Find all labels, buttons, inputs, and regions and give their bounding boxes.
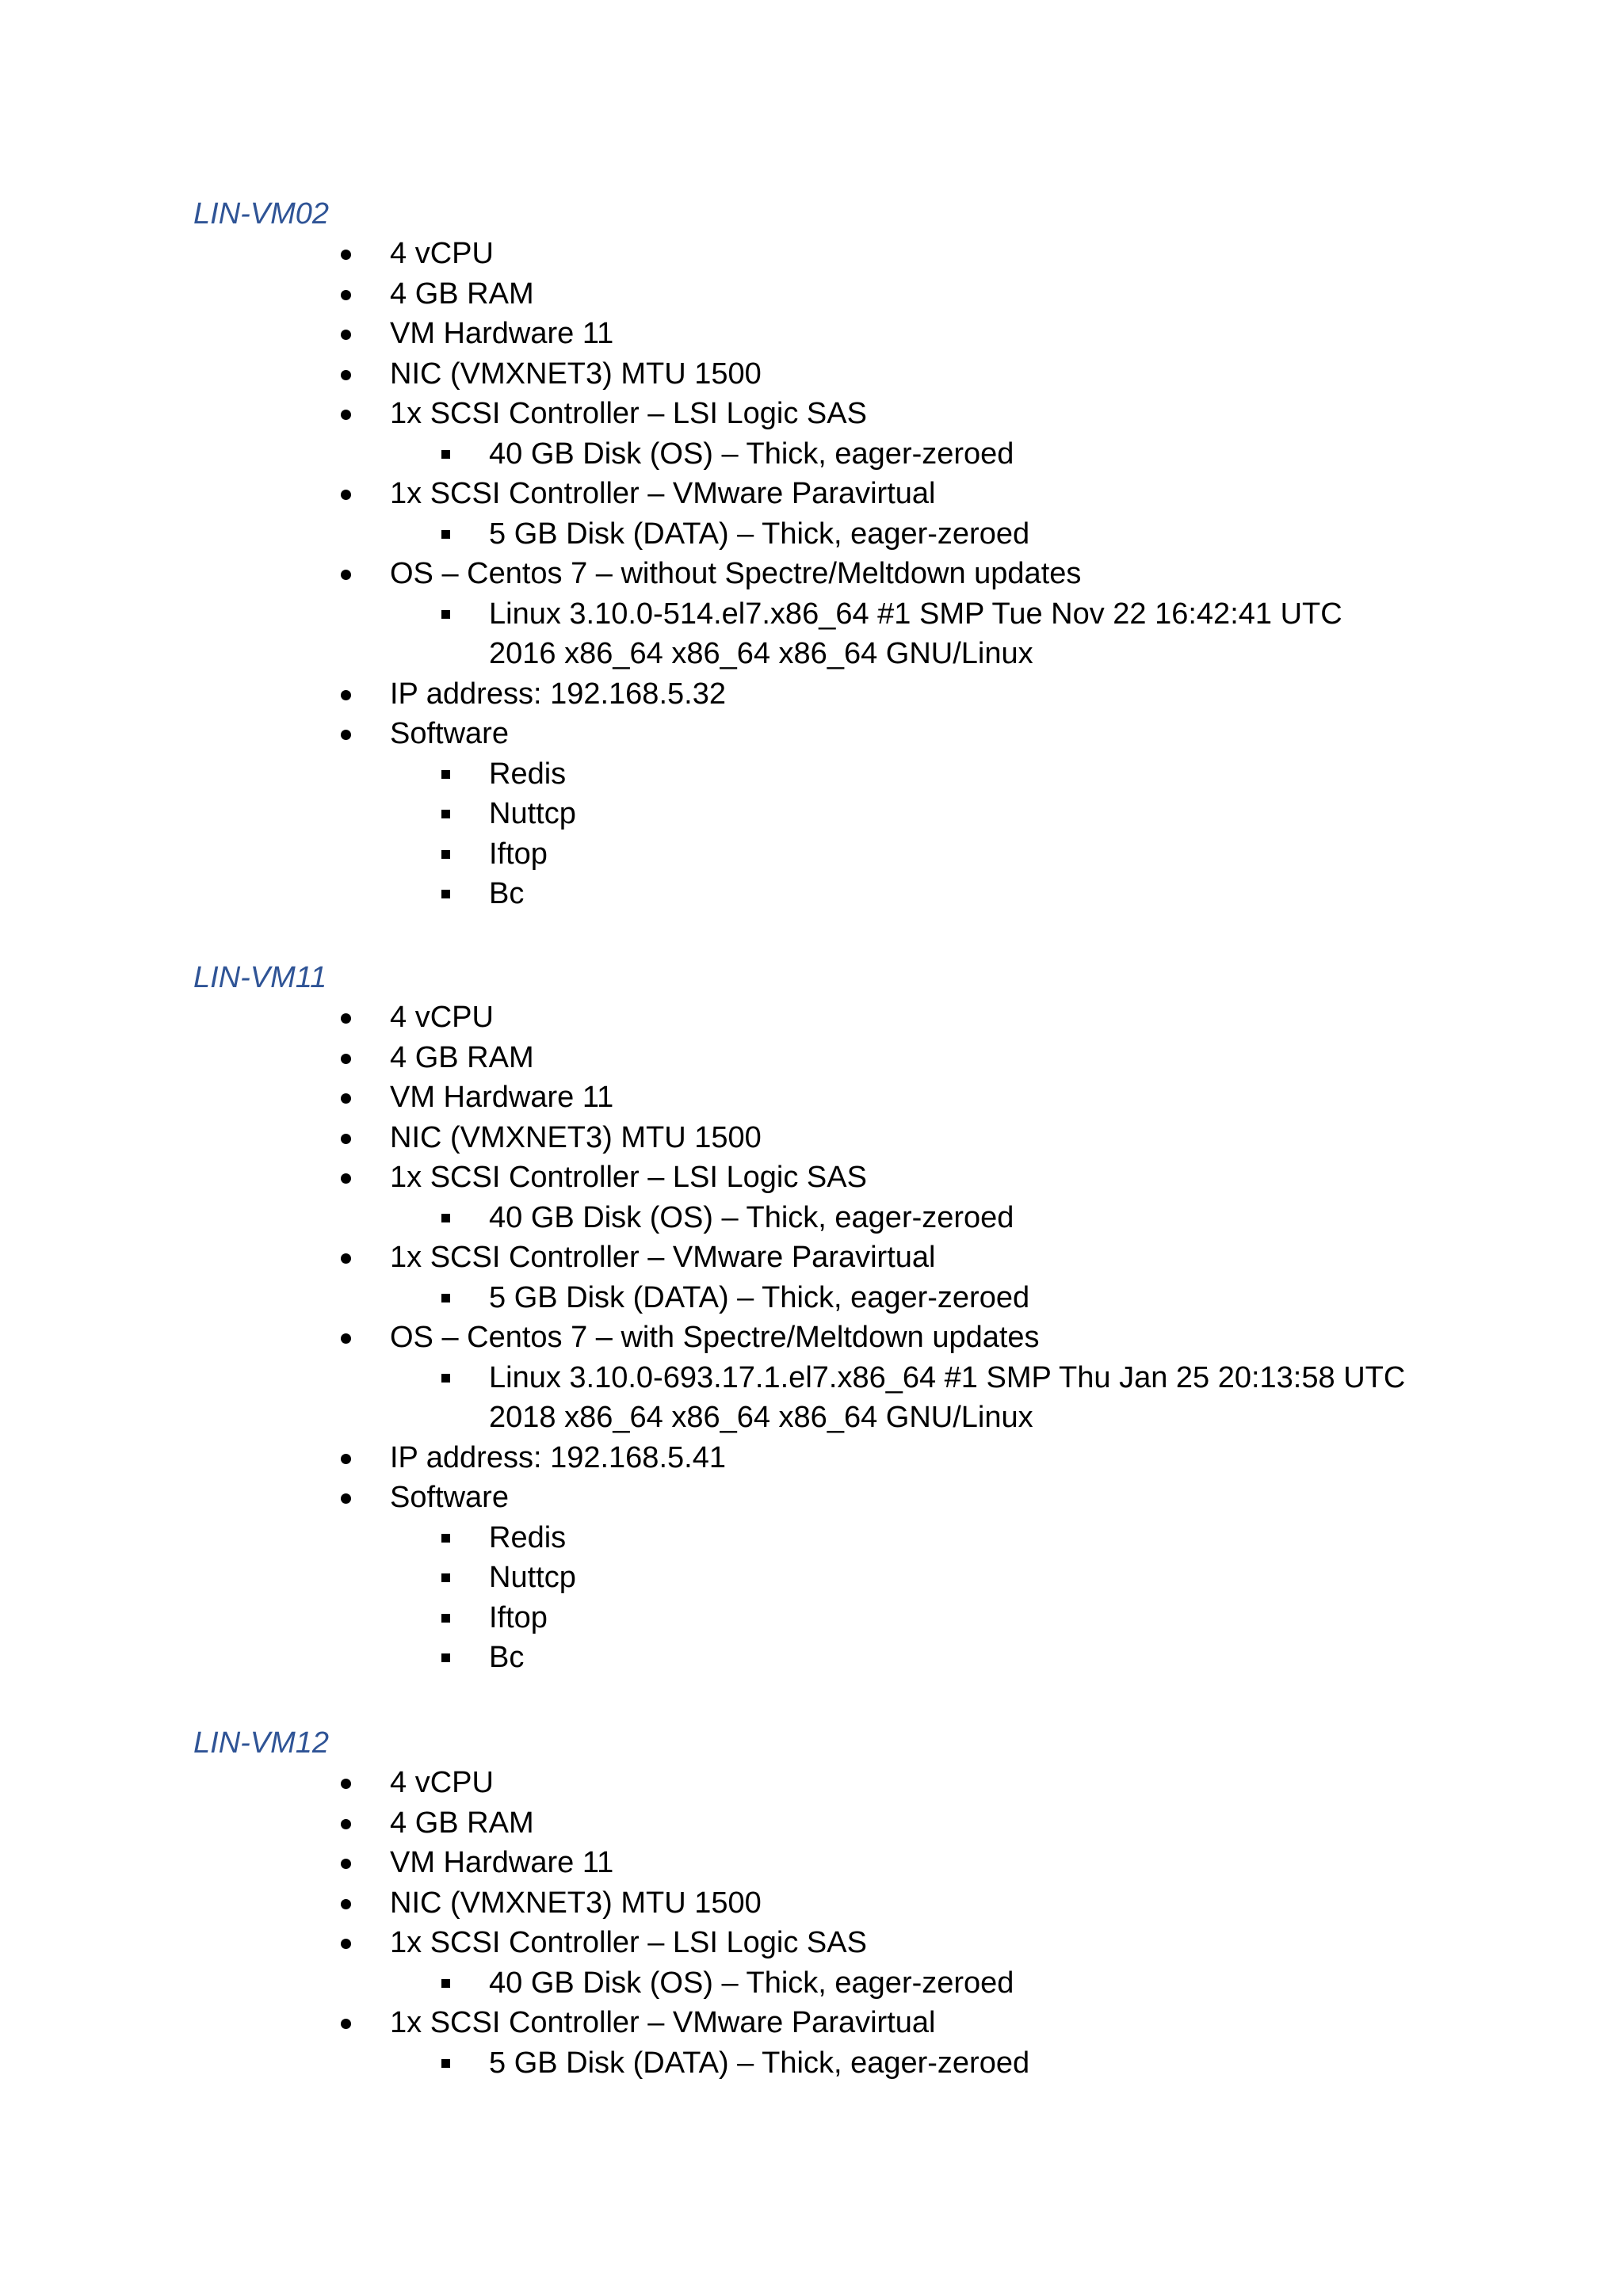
sub-list-item: Iftop	[0, 834, 1623, 875]
square-bullet-icon	[441, 1653, 450, 1662]
square-bullet-icon	[441, 770, 450, 779]
list-item: VM Hardware 11	[0, 1077, 1623, 1118]
spec-list	[0, 1763, 1623, 2083]
list-item: IP address: 192.168.5.41	[0, 1438, 1623, 1478]
round-bullet-icon	[341, 330, 351, 340]
round-bullet-icon	[341, 1333, 351, 1344]
square-bullet-icon	[441, 1294, 450, 1302]
square-bullet-icon	[441, 1614, 450, 1623]
square-bullet-icon	[441, 610, 450, 619]
square-bullet-icon	[441, 1374, 450, 1383]
sub-list-item: 5 GB Disk (DATA) – Thick, eager-zeroed	[0, 2043, 1623, 2084]
sub-list-item: Iftop	[0, 1598, 1623, 1638]
sub-list-item: Nuttcp	[0, 1558, 1623, 1598]
sub-list-item: 5 GB Disk (DATA) – Thick, eager-zeroed	[0, 514, 1623, 555]
spec-list	[0, 997, 1623, 1678]
round-bullet-icon	[341, 1134, 351, 1144]
list-item: 4 GB RAM	[0, 1803, 1623, 1844]
square-bullet-icon	[441, 850, 450, 859]
round-bullet-icon	[341, 490, 351, 500]
square-bullet-icon	[441, 1573, 450, 1582]
round-bullet-icon	[341, 1093, 351, 1104]
round-bullet-icon	[341, 1013, 351, 1024]
list-item: 4 GB RAM	[0, 1038, 1623, 1078]
square-bullet-icon	[441, 810, 450, 818]
list-item: 1x SCSI Controller – VMware Paravirtual	[0, 474, 1623, 514]
list-item: VM Hardware 11	[0, 1843, 1623, 1883]
round-bullet-icon	[341, 730, 351, 740]
sub-list-item: Redis	[0, 754, 1623, 795]
round-bullet-icon	[341, 1493, 351, 1504]
list-item: 4 vCPU	[0, 997, 1623, 1038]
vm-heading: LIN-VM12	[193, 1726, 330, 1760]
sub-list-item: 40 GB Disk (OS) – Thick, eager-zeroed	[0, 1198, 1623, 1238]
square-bullet-icon	[441, 1214, 450, 1222]
round-bullet-icon	[341, 250, 351, 260]
list-item: 1x SCSI Controller – VMware Paravirtual	[0, 2003, 1623, 2043]
round-bullet-icon	[341, 570, 351, 580]
round-bullet-icon	[341, 1779, 351, 1789]
round-bullet-icon	[341, 2019, 351, 2029]
sub-list-item: Nuttcp	[0, 794, 1623, 834]
list-item: 4 vCPU	[0, 234, 1623, 274]
square-bullet-icon	[441, 450, 450, 459]
sub-list-item: 40 GB Disk (OS) – Thick, eager-zeroed	[0, 434, 1623, 475]
list-item: 1x SCSI Controller – LSI Logic SAS	[0, 1158, 1623, 1198]
list-item: OS – Centos 7 – without Spectre/Meltdown updates	[0, 554, 1623, 594]
sub-list-item: Bc	[0, 874, 1623, 914]
list-item: 4 GB RAM	[0, 274, 1623, 315]
round-bullet-icon	[341, 690, 351, 700]
list-item: NIC (VMXNET3) MTU 1500	[0, 1118, 1623, 1158]
square-bullet-icon	[441, 1979, 450, 1988]
list-item: 1x SCSI Controller – LSI Logic SAS	[0, 1923, 1623, 1963]
sub-list-item: Linux 3.10.0-514.el7.x86_64 #1 SMP Tue Nov 22 16:42:41 UTC 2016 x86_64 x86_64 x86_64 GNU/Linux	[0, 594, 1623, 674]
list-item: Software	[0, 1478, 1623, 1518]
round-bullet-icon	[341, 290, 351, 300]
square-bullet-icon	[441, 1534, 450, 1543]
sub-list-item: 40 GB Disk (OS) – Thick, eager-zeroed	[0, 1963, 1623, 2004]
round-bullet-icon	[341, 1253, 351, 1264]
sub-list-item: 5 GB Disk (DATA) – Thick, eager-zeroed	[0, 1278, 1623, 1318]
round-bullet-icon	[341, 1454, 351, 1464]
round-bullet-icon	[341, 370, 351, 380]
list-item: NIC (VMXNET3) MTU 1500	[0, 354, 1623, 395]
list-item: 1x SCSI Controller – VMware Paravirtual	[0, 1238, 1623, 1278]
round-bullet-icon	[341, 1939, 351, 1949]
round-bullet-icon	[341, 410, 351, 420]
list-item: 4 vCPU	[0, 1763, 1623, 1803]
round-bullet-icon	[341, 1819, 351, 1829]
round-bullet-icon	[341, 1054, 351, 1064]
list-item: OS – Centos 7 – with Spectre/Meltdown updates	[0, 1318, 1623, 1358]
list-item: Software	[0, 714, 1623, 754]
square-bullet-icon	[441, 530, 450, 539]
sub-list-item: Linux 3.10.0-693.17.1.el7.x86_64 #1 SMP Thu Jan 25 20:13:58 UTC 2018 x86_64 x86_64 x86_64 GNU/Linux	[0, 1358, 1623, 1438]
list-item: IP address: 192.168.5.32	[0, 674, 1623, 715]
list-item: 1x SCSI Controller – LSI Logic SAS	[0, 394, 1623, 434]
sub-list-item: Bc	[0, 1638, 1623, 1678]
vm-heading: LIN-VM11	[193, 961, 327, 994]
square-bullet-icon	[441, 890, 450, 898]
list-item: VM Hardware 11	[0, 314, 1623, 354]
round-bullet-icon	[341, 1173, 351, 1184]
square-bullet-icon	[441, 2059, 450, 2068]
spec-list	[0, 234, 1623, 914]
sub-list-item: Redis	[0, 1518, 1623, 1558]
round-bullet-icon	[341, 1899, 351, 1909]
round-bullet-icon	[341, 1859, 351, 1869]
vm-heading: LIN-VM02	[193, 197, 330, 231]
list-item: NIC (VMXNET3) MTU 1500	[0, 1883, 1623, 1924]
